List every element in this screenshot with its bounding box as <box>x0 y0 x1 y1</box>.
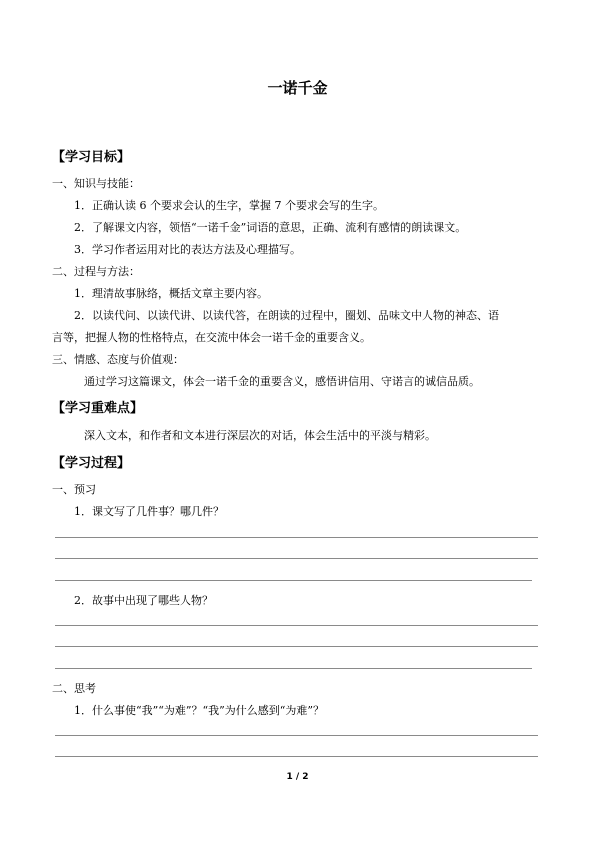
goals-part2-item-2-continued: 言等，把握人物的性格特点，在交流中体会一诺千金的重要含义。 <box>52 331 371 344</box>
page-title: 一诺千金 <box>267 79 328 97</box>
answer-line <box>55 625 538 626</box>
answer-line <box>55 756 538 757</box>
section-heading-process: 【学习过程】 <box>52 456 131 471</box>
section-heading-goals: 【学习目标】 <box>52 150 131 165</box>
goals-part2-item-1: 1．理清故事脉络，概括文章主要内容。 <box>74 287 268 300</box>
question-3: 1．什么事使“我”“为难”？“我”为什么感到“为难”？ <box>74 704 324 717</box>
answer-line <box>55 668 532 669</box>
answer-line <box>55 558 538 559</box>
process-think-label: 二、思考 <box>52 682 96 695</box>
goals-part3-label: 三、情感、态度与价值观： <box>52 353 184 366</box>
process-preview-label: 一、预习 <box>52 483 96 496</box>
question-1: 1．课文写了几件事？哪几件？ <box>74 505 224 518</box>
page-number: 1 / 2 <box>286 772 309 782</box>
goals-part1-item-3: 3．学习作者运用对比的表达方法及心理描写。 <box>74 243 301 256</box>
question-2: 2．故事中出现了哪些人物？ <box>74 594 213 607</box>
section-heading-difficulty: 【学习重难点】 <box>52 401 144 416</box>
goals-part1-item-1: 1．正确认读 6 个要求会认的生字，掌握 7 个要求会写的生字。 <box>74 199 384 212</box>
goals-part3-text: 通过学习这篇课文，体会一诺千金的重要含义，感悟讲信用、守诺言的诚信品质。 <box>84 375 480 388</box>
difficulty-text: 深入文本，和作者和文本进行深层次的对话，体会生活中的平淡与精彩。 <box>84 429 436 442</box>
goals-part1-label: 一、知识与技能： <box>52 177 140 190</box>
answer-line <box>55 646 538 647</box>
goals-part1-item-2: 2．了解课文内容，领悟“一诺千金”词语的意思，正确、流利有感情的朗读课文。 <box>74 221 467 234</box>
answer-line <box>55 735 538 736</box>
goals-part2-label: 二、过程与方法： <box>52 265 140 278</box>
answer-line <box>55 580 532 581</box>
answer-line <box>55 537 538 538</box>
goals-part2-item-2: 2．以读代问、以读代讲、以读代答，在朗读的过程中，圈划、品味文中人物的神态、语 <box>74 309 499 322</box>
